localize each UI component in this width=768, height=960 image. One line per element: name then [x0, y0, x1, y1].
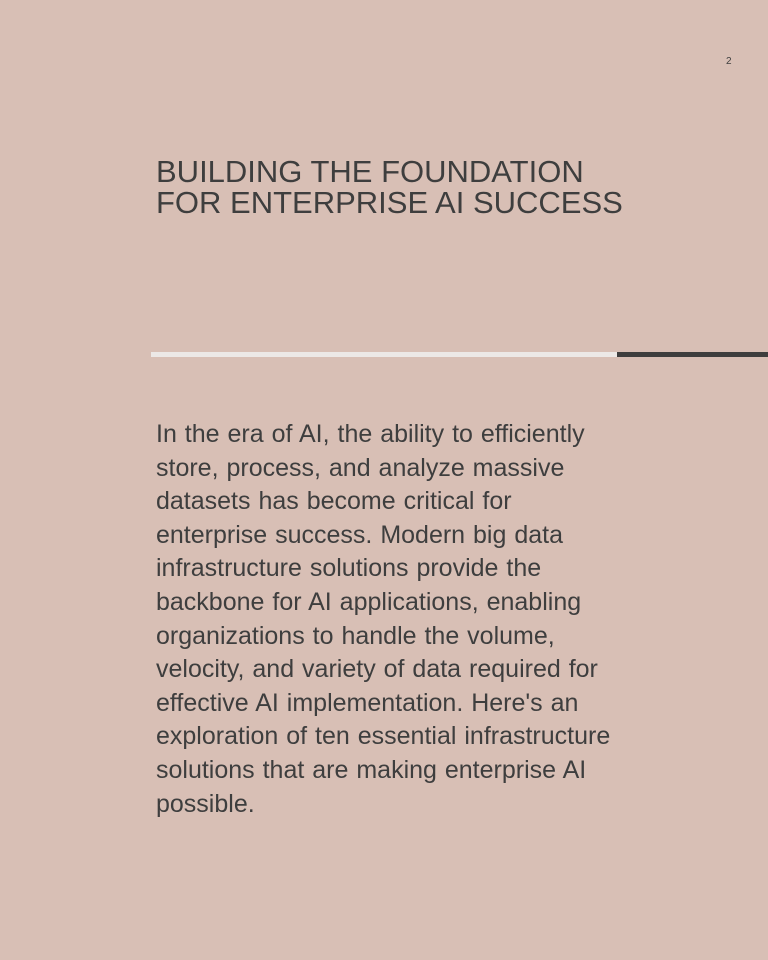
page-number: 2	[726, 56, 732, 67]
body-paragraph: In the era of AI, the ability to efficiently store, process, and analyze massive datasets has become critical for enterprise success. Modern big data infrastructure solutions provide the backbone for AI applications, enabling organizations to handle the volume, velocity, and variety of data required for effective AI implementation. Here's an exploration of ten essential infrastructure solutions that are making enterprise AI possible.	[156, 420, 611, 818]
divider-light	[151, 352, 617, 357]
page-title: BUILDING THE FOUNDATION FOR ENTERPRISE AI SUCCESS	[156, 154, 623, 220]
divider-dark	[617, 352, 768, 357]
